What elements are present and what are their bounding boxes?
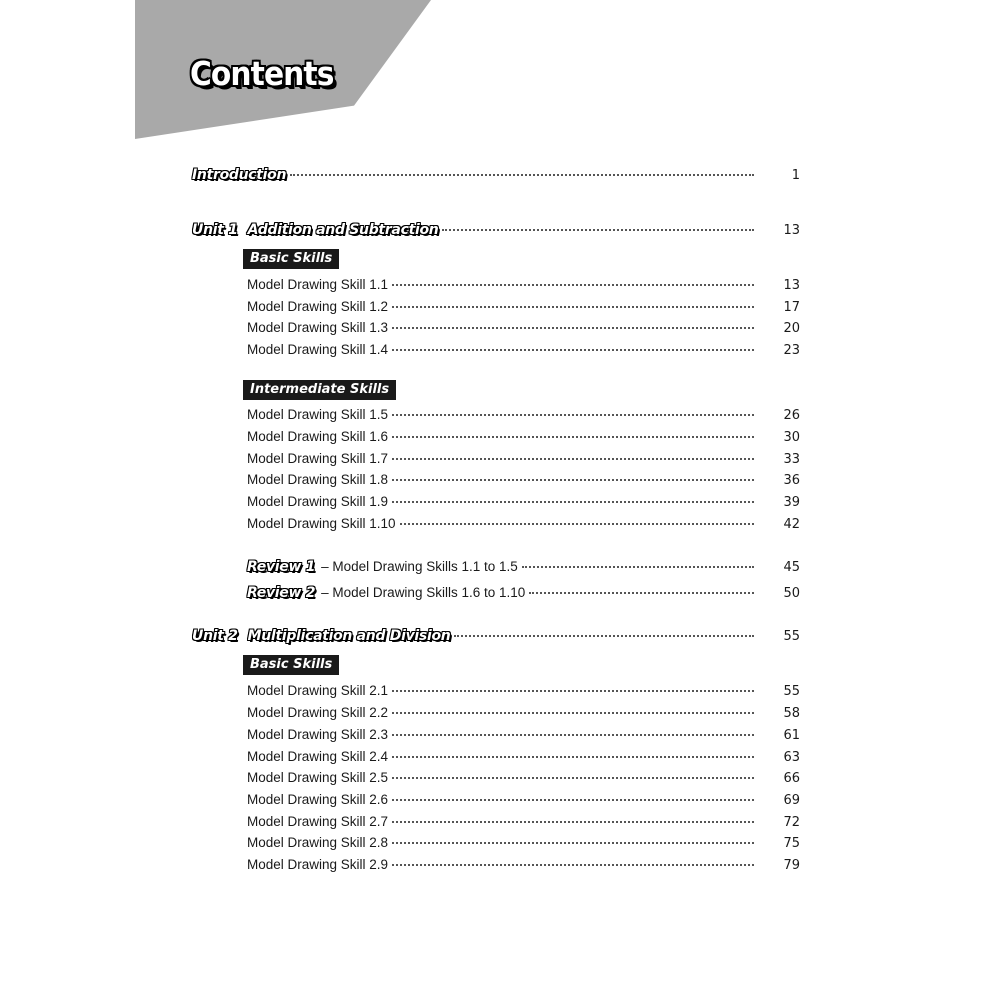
entry-label: Model Drawing Skill 1.1: [247, 277, 389, 292]
page-number: 72: [783, 815, 800, 830]
toc-entry[interactable]: [247, 317, 800, 339]
page-number: 1: [791, 168, 800, 183]
toc-entry[interactable]: [247, 767, 800, 789]
page-number: 55: [783, 684, 800, 699]
dot-leader: [392, 750, 754, 758]
toc-entry[interactable]: [247, 296, 800, 318]
toc-entry[interactable]: [247, 426, 800, 448]
toc-entry[interactable]: [247, 811, 800, 833]
entry-label: Model Drawing Skill 1.5: [247, 407, 389, 422]
entry-label: Model Drawing Skill 2.3: [247, 727, 389, 742]
section-badge-basic-skills: Basic Skills: [243, 249, 339, 269]
dot-leader: [392, 452, 754, 460]
page-number: 13: [783, 278, 800, 293]
entry-label: Model Drawing Skill 1.8: [247, 472, 389, 487]
toc-entry[interactable]: [247, 832, 800, 854]
toc-entry[interactable]: [247, 339, 800, 361]
page-number: 58: [783, 706, 800, 721]
dot-leader: [392, 771, 754, 779]
dot-leader: [392, 300, 754, 308]
toc-review-2[interactable]: [247, 582, 800, 604]
dot-leader: [392, 684, 754, 692]
dot-leader: [392, 728, 754, 736]
toc-entry[interactable]: [247, 491, 800, 513]
dot-leader: [442, 223, 754, 231]
review-label: Review 2: [247, 585, 316, 601]
unit-label: Unit 1: [192, 222, 238, 238]
entry-label: Model Drawing Skill 1.7: [247, 451, 389, 466]
dot-leader: [392, 793, 754, 801]
dot-leader: [392, 430, 754, 438]
toc-unit-2[interactable]: [192, 625, 800, 647]
page-number: 36: [783, 473, 800, 488]
dot-leader: [392, 495, 754, 503]
entry-label: Model Drawing Skill 2.8: [247, 835, 389, 850]
entry-label: Model Drawing Skill 2.9: [247, 857, 389, 872]
toc-entry[interactable]: [247, 724, 800, 746]
toc-unit-1[interactable]: [192, 219, 800, 241]
page-number: 30: [783, 430, 800, 445]
page-number: 13: [783, 223, 800, 238]
entry-label: Model Drawing Skill 1.6: [247, 429, 389, 444]
page-number: 50: [783, 586, 800, 601]
dot-leader: [392, 706, 754, 714]
toc-entry[interactable]: [247, 469, 800, 491]
section-badge-intermediate-skills: Intermediate Skills: [243, 380, 396, 400]
dot-leader: [392, 858, 754, 866]
page-number: 23: [783, 343, 800, 358]
page-number: 42: [783, 517, 800, 532]
review-description: – Model Drawing Skills 1.1 to 1.5: [321, 559, 518, 574]
page-number: 20: [783, 321, 800, 336]
page-number: 39: [783, 495, 800, 510]
toc-entry[interactable]: [247, 404, 800, 426]
dot-leader: [400, 517, 754, 525]
dot-leader: [529, 586, 754, 594]
toc-entry[interactable]: [247, 274, 800, 296]
review-description: – Model Drawing Skills 1.6 to 1.10: [321, 585, 526, 600]
entry-label: Model Drawing Skill 2.2: [247, 705, 389, 720]
toc-entry[interactable]: [247, 789, 800, 811]
entry-label: Model Drawing Skill 1.3: [247, 320, 389, 335]
dot-leader: [392, 408, 754, 416]
dot-leader: [522, 560, 754, 568]
page-number: 17: [783, 300, 800, 315]
dot-leader: [454, 629, 754, 637]
unit-title: Multiplication and Division: [247, 628, 451, 644]
toc-introduction[interactable]: [192, 164, 800, 186]
toc-entry[interactable]: [247, 854, 800, 876]
dot-leader: [392, 278, 754, 286]
page-number: 26: [783, 408, 800, 423]
toc-entry[interactable]: [247, 702, 800, 724]
page-number: 63: [783, 750, 800, 765]
dot-leader: [290, 168, 754, 176]
toc-entry[interactable]: [247, 746, 800, 768]
dot-leader: [392, 321, 754, 329]
page-number: 33: [783, 452, 800, 467]
dot-leader: [392, 836, 754, 844]
entry-label: Model Drawing Skill 2.6: [247, 792, 389, 807]
entry-label: Model Drawing Skill 1.2: [247, 299, 389, 314]
toc-entry[interactable]: [247, 448, 800, 470]
entry-label: Model Drawing Skill 1.10: [247, 516, 396, 531]
page-number: 66: [783, 771, 800, 786]
review-label: Review 1: [247, 559, 316, 575]
entry-label: Model Drawing Skill 1.4: [247, 342, 389, 357]
page-number: 69: [783, 793, 800, 808]
page-number: 61: [783, 728, 800, 743]
entry-label: Model Drawing Skill 2.5: [247, 770, 389, 785]
toc-entry[interactable]: [247, 513, 800, 535]
entry-label: Model Drawing Skill 2.4: [247, 749, 389, 764]
dot-leader: [392, 343, 754, 351]
toc-review-1[interactable]: [247, 556, 800, 578]
dot-leader: [392, 473, 754, 481]
page-number: 75: [783, 836, 800, 851]
page-title: Contents: [190, 54, 334, 93]
introduction-heading: Introduction: [192, 167, 287, 183]
toc-entry[interactable]: [247, 680, 800, 702]
dot-leader: [392, 815, 754, 823]
entry-label: Model Drawing Skill 1.9: [247, 494, 389, 509]
section-badge-basic-skills: Basic Skills: [243, 655, 339, 675]
entry-label: Model Drawing Skill 2.7: [247, 814, 389, 829]
page-number: 55: [783, 629, 800, 644]
unit-title: Addition and Subtraction: [247, 222, 439, 238]
page-number: 79: [783, 858, 800, 873]
entry-label: Model Drawing Skill 2.1: [247, 683, 389, 698]
unit-label: Unit 2: [192, 628, 238, 644]
page-number: 45: [783, 560, 800, 575]
